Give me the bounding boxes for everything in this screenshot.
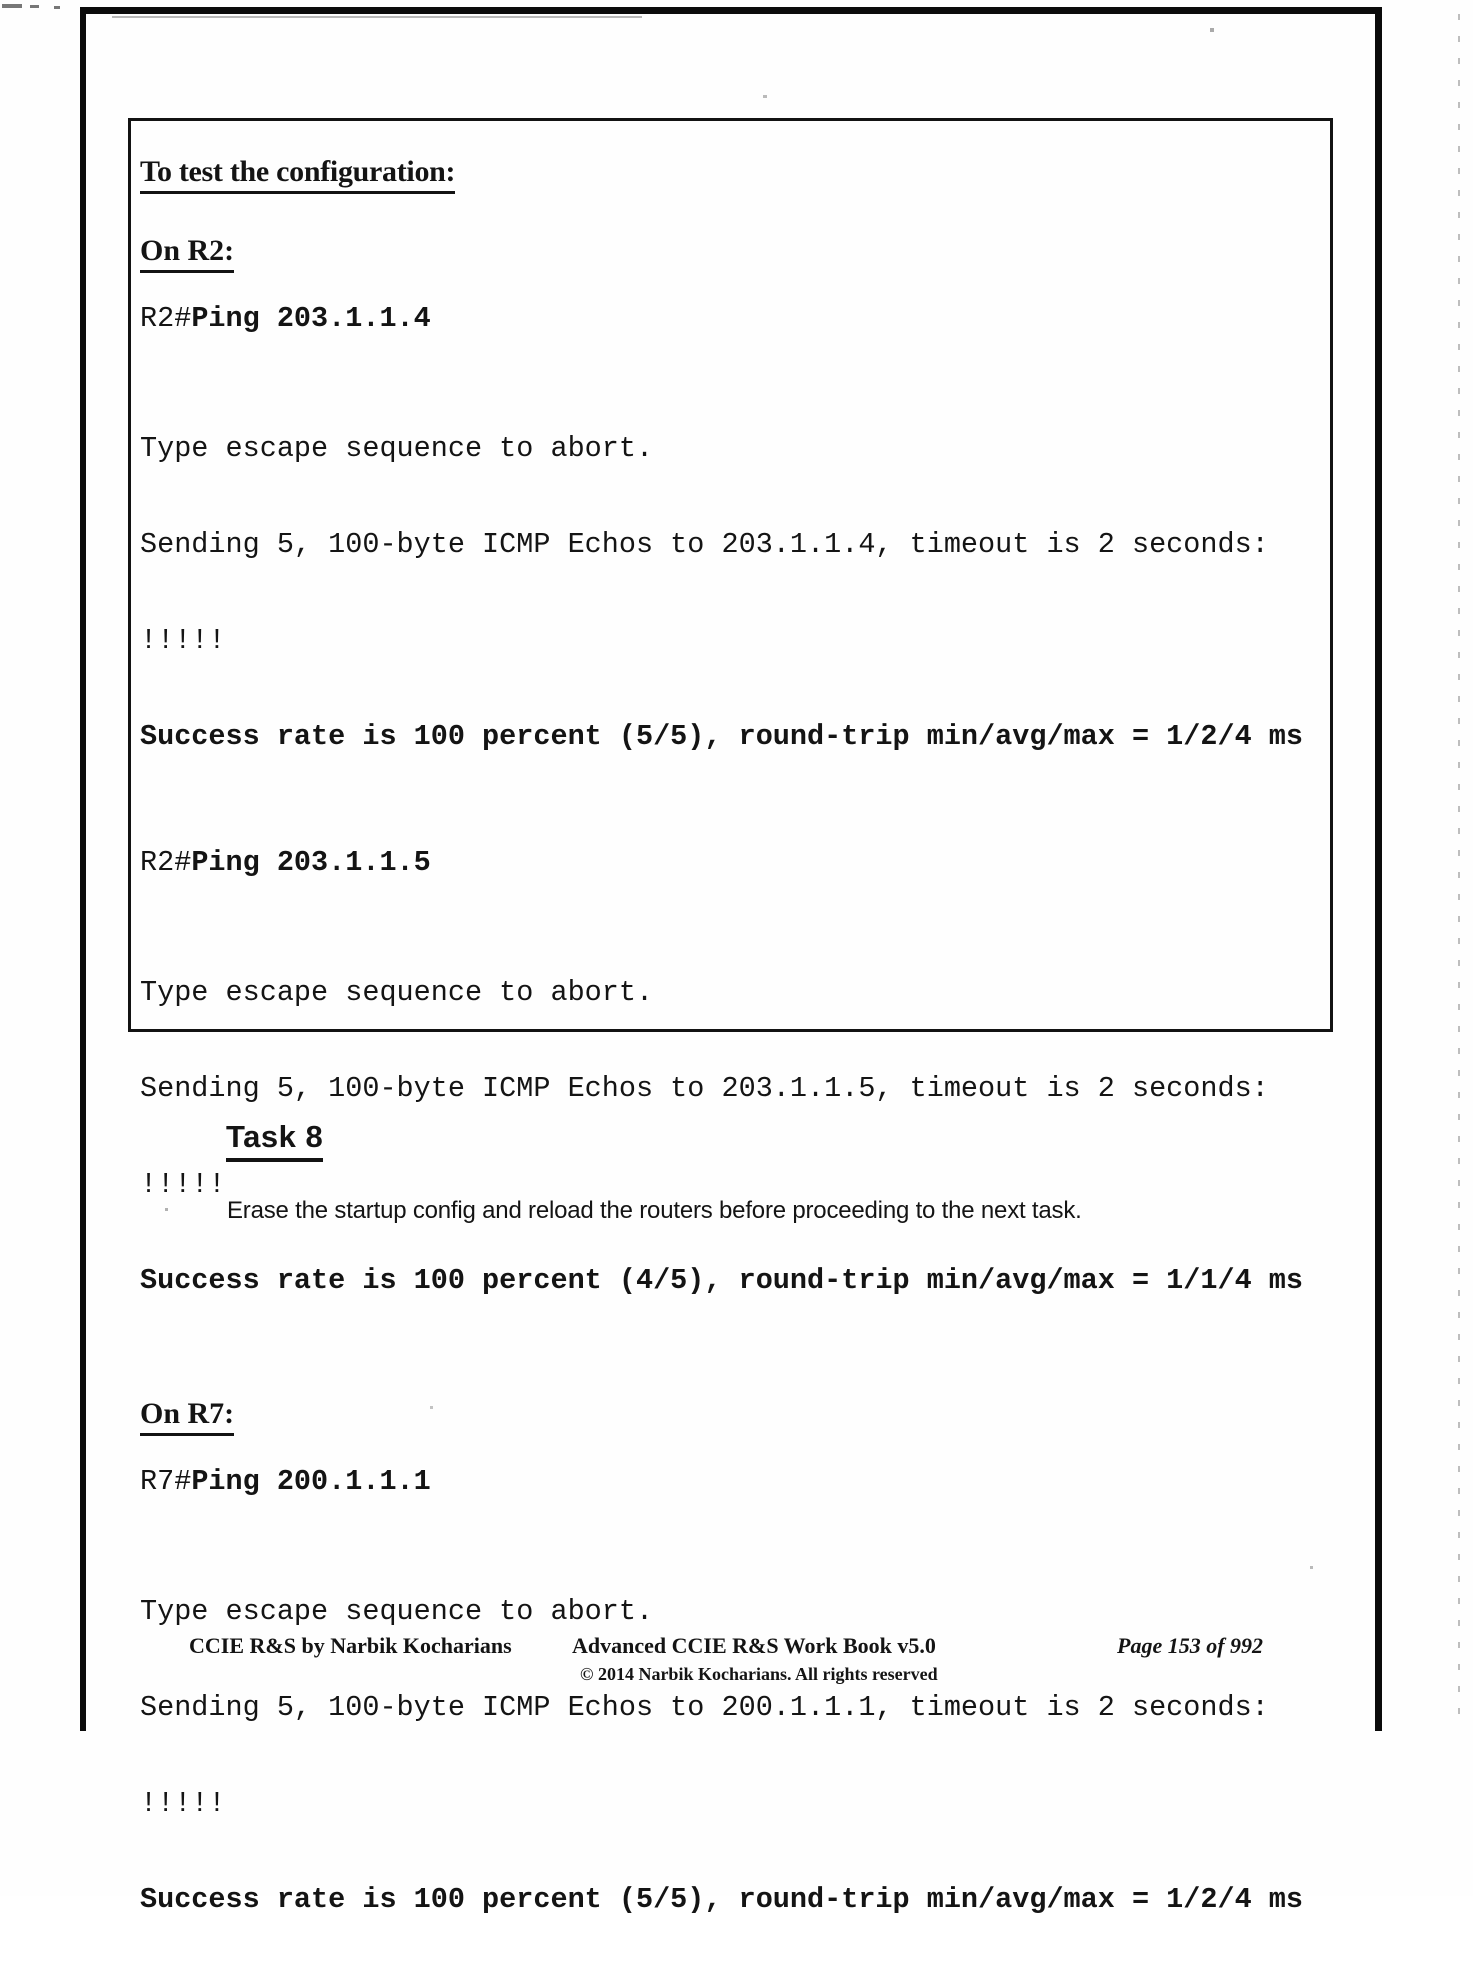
- box-title: To test the configuration:: [140, 155, 455, 194]
- ping-command-line: [140, 1466, 1316, 1498]
- output-line: !!!!!: [140, 1168, 226, 1201]
- footer-author: CCIE R&S by Narbik Kocharians: [189, 1633, 512, 1658]
- success-rate-line: Success rate is 100 percent (5/5), round-trip min/avg/max = 1/2/4 ms: [140, 1883, 1303, 1916]
- success-rate-line: Success rate is 100 percent (4/5), round-trip min/avg/max = 1/1/4 ms: [140, 1264, 1303, 1297]
- section-heading-r7: On R7:: [140, 1397, 234, 1436]
- output-line: !!!!!: [140, 624, 226, 657]
- page-frame-right-line: [1375, 7, 1382, 1731]
- cli-command: Ping 200.1.1.1: [191, 1465, 431, 1498]
- output-line: Type escape sequence to abort.: [140, 1595, 654, 1628]
- ping-command-line: [140, 303, 1316, 335]
- ping-output-block: [140, 1532, 1316, 1980]
- ping-output-block: [140, 369, 1316, 817]
- scan-artifact: [1210, 28, 1214, 32]
- cli-command: Ping 203.1.1.5: [191, 846, 431, 879]
- ping-command-line: [140, 847, 1316, 879]
- cli-prompt: R7#: [140, 1465, 192, 1498]
- output-line: Type escape sequence to abort.: [140, 976, 654, 1009]
- section-heading-r2: On R2:: [140, 234, 234, 273]
- scan-artifact: [430, 1406, 433, 1409]
- footer-book-title: Advanced CCIE R&S Work Book v5.0: [572, 1633, 936, 1658]
- cli-command: Ping 203.1.1.4: [191, 302, 431, 335]
- cli-prompt: R2#: [140, 302, 192, 335]
- output-line: Sending 5, 100-byte ICMP Echos to 203.1.1.5, timeout is 2 seconds:: [140, 1072, 1269, 1105]
- page-frame-top-fringe: [112, 16, 642, 18]
- footer-copyright: © 2014 Narbik Kocharians. All rights reserved: [580, 1664, 938, 1684]
- page-frame-top-line: [80, 7, 1382, 14]
- cli-prompt: R2#: [140, 846, 192, 879]
- page-frame-left-line: [80, 7, 86, 1731]
- scan-artifact: [2, 4, 22, 8]
- scan-artifact: [54, 6, 60, 9]
- page-edge-dotted-line: [1458, 14, 1460, 1730]
- scan-artifact: [763, 95, 767, 98]
- output-line: !!!!!: [140, 1787, 226, 1820]
- output-line: Sending 5, 100-byte ICMP Echos to 200.1.1.1, timeout is 2 seconds:: [140, 1691, 1269, 1724]
- success-rate-line: Success rate is 100 percent (5/5), round-trip min/avg/max = 1/2/4 ms: [140, 720, 1303, 753]
- output-line: Type escape sequence to abort.: [140, 432, 654, 465]
- output-line: Sending 5, 100-byte ICMP Echos to 203.1.1.4, timeout is 2 seconds:: [140, 528, 1269, 561]
- footer-page-number: Page 153 of 992: [1117, 1633, 1264, 1658]
- task-title: Task 8: [226, 1120, 323, 1162]
- task-description: Erase the startup config and reload the routers before proceeding to the next task.: [227, 1197, 1082, 1224]
- scan-artifact: [30, 5, 39, 8]
